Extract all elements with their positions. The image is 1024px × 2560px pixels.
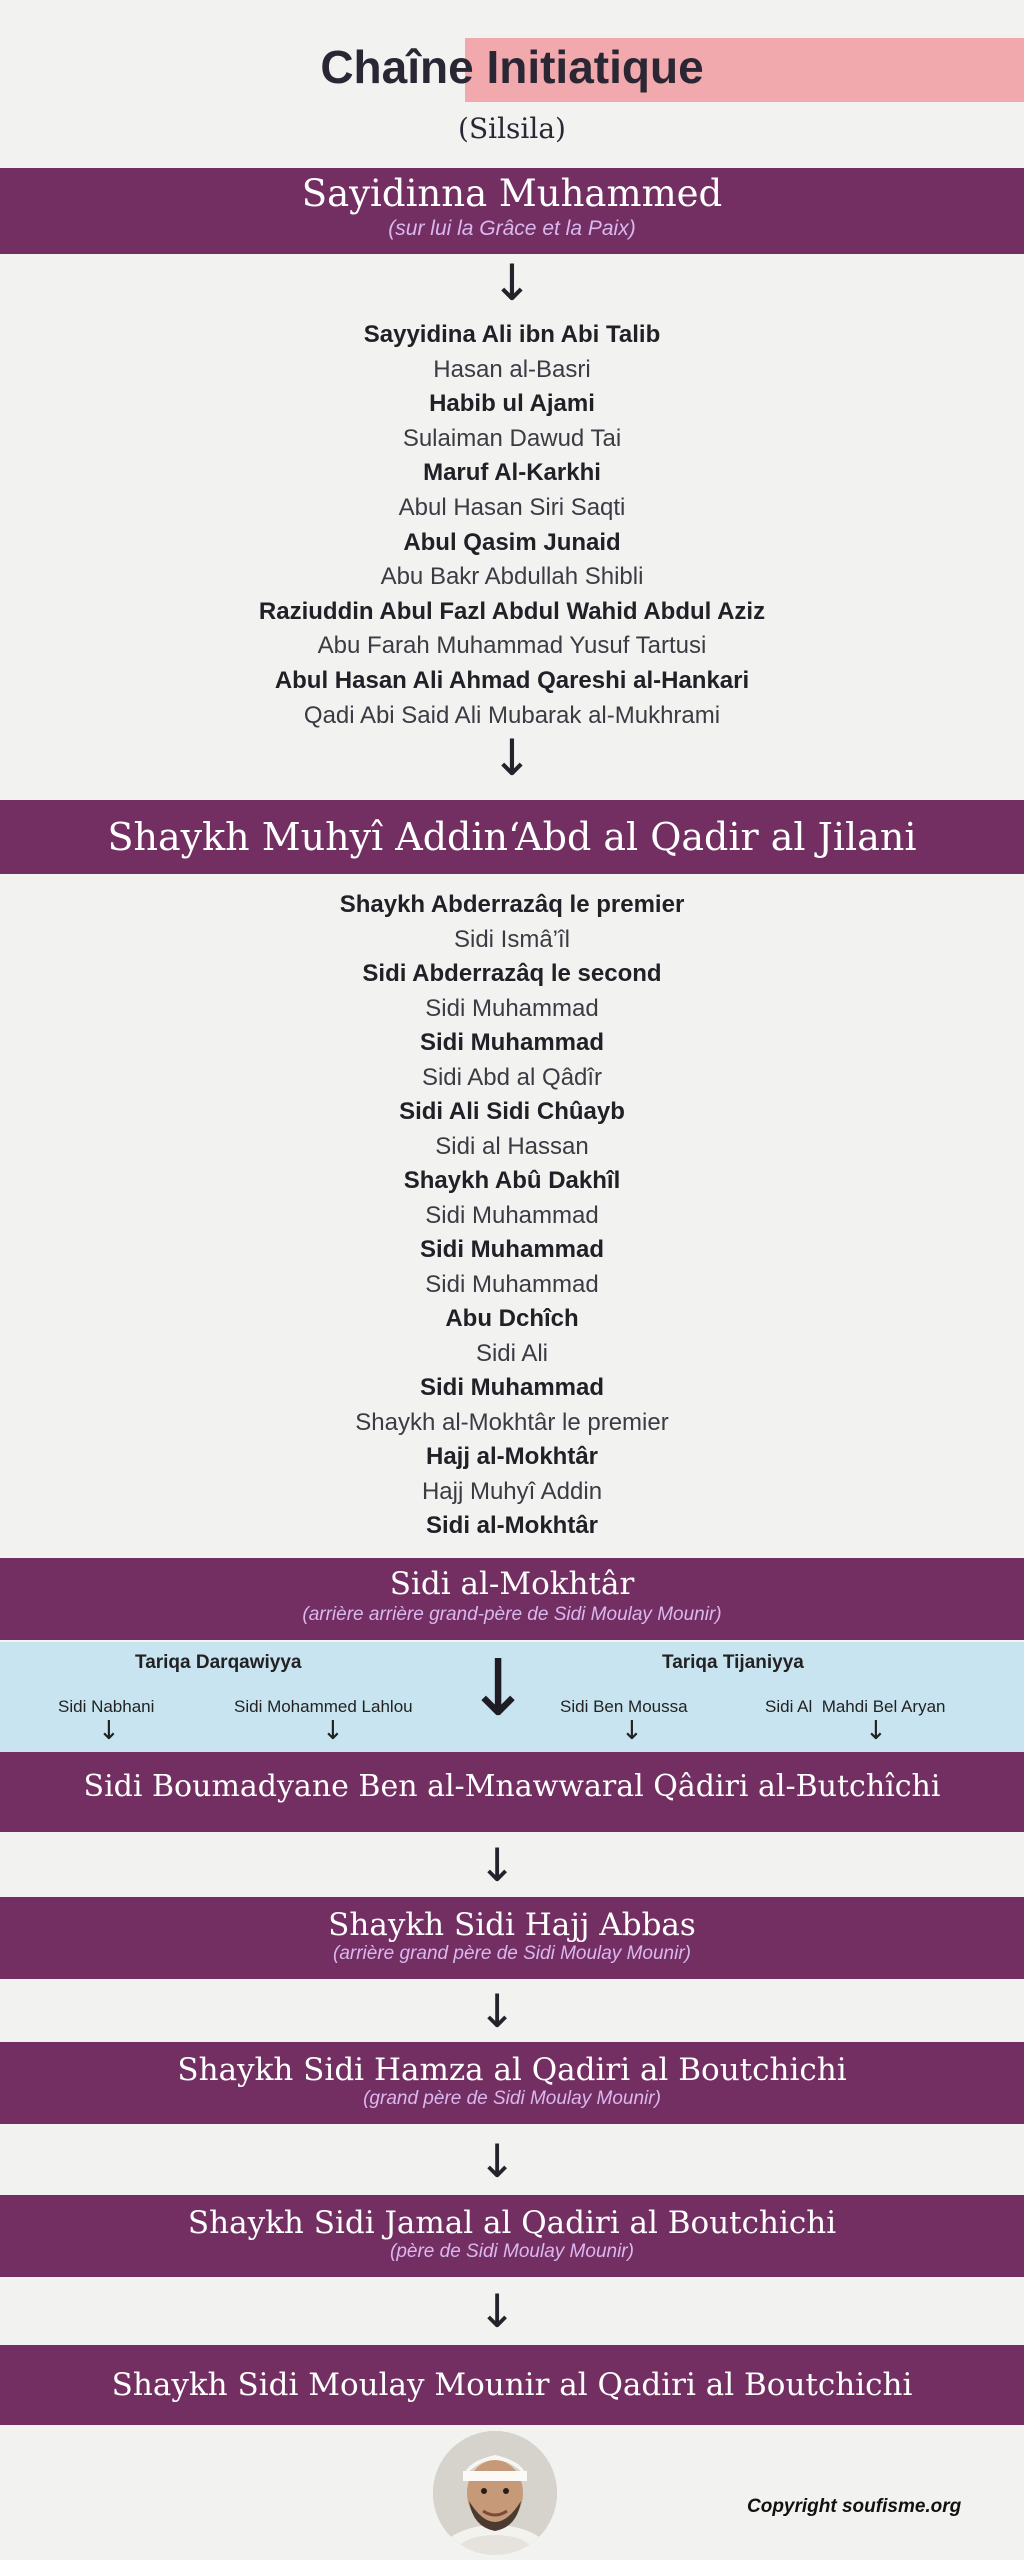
chain-item: Abu Farah Muhammad Yusuf Tartusi: [317, 632, 707, 660]
band-title: Shaykh Sidi Moulay Mounir al Qadiri al Boutchichi: [111, 2367, 913, 2403]
chain-item: Sulaiman Dawud Tai: [402, 424, 622, 452]
title-block: [0, 30, 1024, 110]
arrow-down-icon: ↓: [477, 1984, 517, 2038]
band-title: Shaykh Sidi Hamza al Qadiri al Boutchichi: [177, 2052, 847, 2088]
chain-item: Shaykh Abderrazâq le premier: [339, 891, 685, 918]
arrow-down-icon: ↓: [98, 1716, 120, 1746]
arrow-down-icon: ↓: [865, 1716, 887, 1746]
sidi-ben-moussa: Sidi Ben Moussa: [560, 1697, 688, 1716]
arrow-down-icon: ↓: [621, 1716, 643, 1746]
band-note: (père de Sidi Moulay Mounir): [390, 2241, 634, 2262]
band-title: Shaykh Muhyî Addin‘Abd al Qadir al Jilani: [107, 815, 917, 859]
band-mokhtar: [0, 1558, 1024, 1640]
arrow-down-icon: ↓: [477, 2284, 517, 2338]
chain-item: Sidi al Hassan: [435, 1132, 589, 1160]
sidi-mohammed-lahlou: Sidi Mohammed Lahlou: [234, 1697, 413, 1716]
chain-item: Sidi Muhammad: [419, 1029, 605, 1056]
chain-item: Sidi Ali: [475, 1339, 549, 1367]
chain-item: Sidi Muhammad: [425, 1201, 599, 1229]
chain-item: Hajj Muhyî Addin: [421, 1477, 603, 1505]
chain-item: Maruf Al-Karkhi: [423, 459, 601, 487]
chain-item: Raziuddin Abul Fazl Abdul Wahid Abdul Aziz: [258, 597, 766, 625]
chain-item: Sidi Abd al Qâdîr: [421, 1063, 603, 1091]
chain-item: Sidi Muhammad: [419, 1236, 605, 1263]
band-muhammed: [0, 168, 1024, 254]
chain-item: Hasan al-Basri: [433, 355, 591, 383]
band-title: Sayidinna Muhammed: [301, 172, 723, 215]
band-boumadyane: [0, 1752, 1024, 1832]
chain-item: Shaykh Abû Dakhîl: [403, 1167, 621, 1194]
sidi-nabhani: Sidi Nabhani: [58, 1697, 155, 1716]
band-title: Shaykh Sidi Hajj Abbas: [328, 1907, 696, 1943]
chain-list-2: [0, 888, 1024, 1544]
chain-list-1: [0, 318, 1024, 733]
chain-item: Hajj al-Mokhtâr: [425, 1443, 599, 1470]
arrow-down-icon: ↓: [477, 1838, 517, 1892]
tariqa-darqawiyya-label: Tariqa Darqawiyya: [135, 1652, 302, 1673]
band-note: (sur lui la Grâce et la Paix): [388, 217, 636, 240]
tariqa-tijaniyya-label: Tariqa Tijaniyya: [662, 1652, 804, 1673]
band-note: (arrière grand père de Sidi Moulay Mounir): [333, 1943, 691, 1964]
page-subtitle: (Silsila): [458, 112, 566, 145]
chain-item: Sidi Muhammad: [425, 1270, 599, 1298]
band-title: Shaykh Sidi Jamal al Qadiri al Boutchichi: [187, 2205, 837, 2241]
arrow-down-icon: ↓: [477, 2134, 517, 2188]
band-title: Sidi Boumadyane Ben al-Mnawwaral Qâdiri al-Butchîchi: [83, 1769, 941, 1804]
arrow-down-icon: ↓: [491, 254, 533, 312]
chain-item: Sayyidina Ali ibn Abi Talib: [363, 321, 661, 348]
tariqa-panel: [0, 1642, 1024, 1752]
band-mounir: [0, 2345, 1024, 2425]
chain-item: Abu Dchîch: [445, 1305, 579, 1332]
band-jilani: [0, 800, 1024, 874]
chain-item: Sidi Ismâ’îl: [453, 925, 571, 953]
chain-item: Sidi al-Mokhtâr: [425, 1512, 599, 1539]
band-note: (grand père de Sidi Moulay Mounir): [363, 2088, 661, 2109]
chain-item: Habib ul Ajami: [429, 390, 595, 418]
band-jamal: [0, 2195, 1024, 2277]
portrait-photo: [433, 2431, 557, 2555]
chain-item: Shaykh al-Mokhtâr le premier: [355, 1408, 669, 1436]
page-title: Chaîne Initiatique: [320, 41, 704, 93]
chain-item: Abul Qasim Junaid: [403, 528, 621, 556]
chain-item: Sidi Ali Sidi Chûayb: [399, 1098, 625, 1125]
band-note: (arrière arrière grand-père de Sidi Moulay Mounir): [302, 1604, 722, 1625]
chain-item: Sidi Abderrazâq le second: [362, 960, 662, 987]
chain-item: Sidi Muhammad: [425, 994, 599, 1022]
chain-item: Abul Hasan Siri Saqti: [398, 493, 626, 521]
chain-item: Abu Bakr Abdullah Shibli: [380, 563, 644, 591]
sidi-mahdi-bel-aryan: Sidi Al Mahdi Bel Aryan: [765, 1697, 946, 1716]
copyright-text: Copyright soufisme.org: [747, 2496, 962, 2517]
band-hajj-abbas: [0, 1897, 1024, 1979]
arrow-down-icon: ↓: [491, 729, 533, 787]
band-title: Sidi al-Mokhtâr: [389, 1566, 635, 1602]
chain-item: Sidi Muhammad: [419, 1374, 605, 1401]
band-hamza: [0, 2042, 1024, 2124]
arrow-down-icon: ↓: [465, 1644, 531, 1734]
arrow-down-icon: ↓: [322, 1716, 344, 1746]
chain-item: Abul Hasan Ali Ahmad Qareshi al-Hankari: [274, 666, 750, 694]
chain-item: Qadi Abi Said Ali Mubarak al-Mukhrami: [303, 701, 721, 729]
